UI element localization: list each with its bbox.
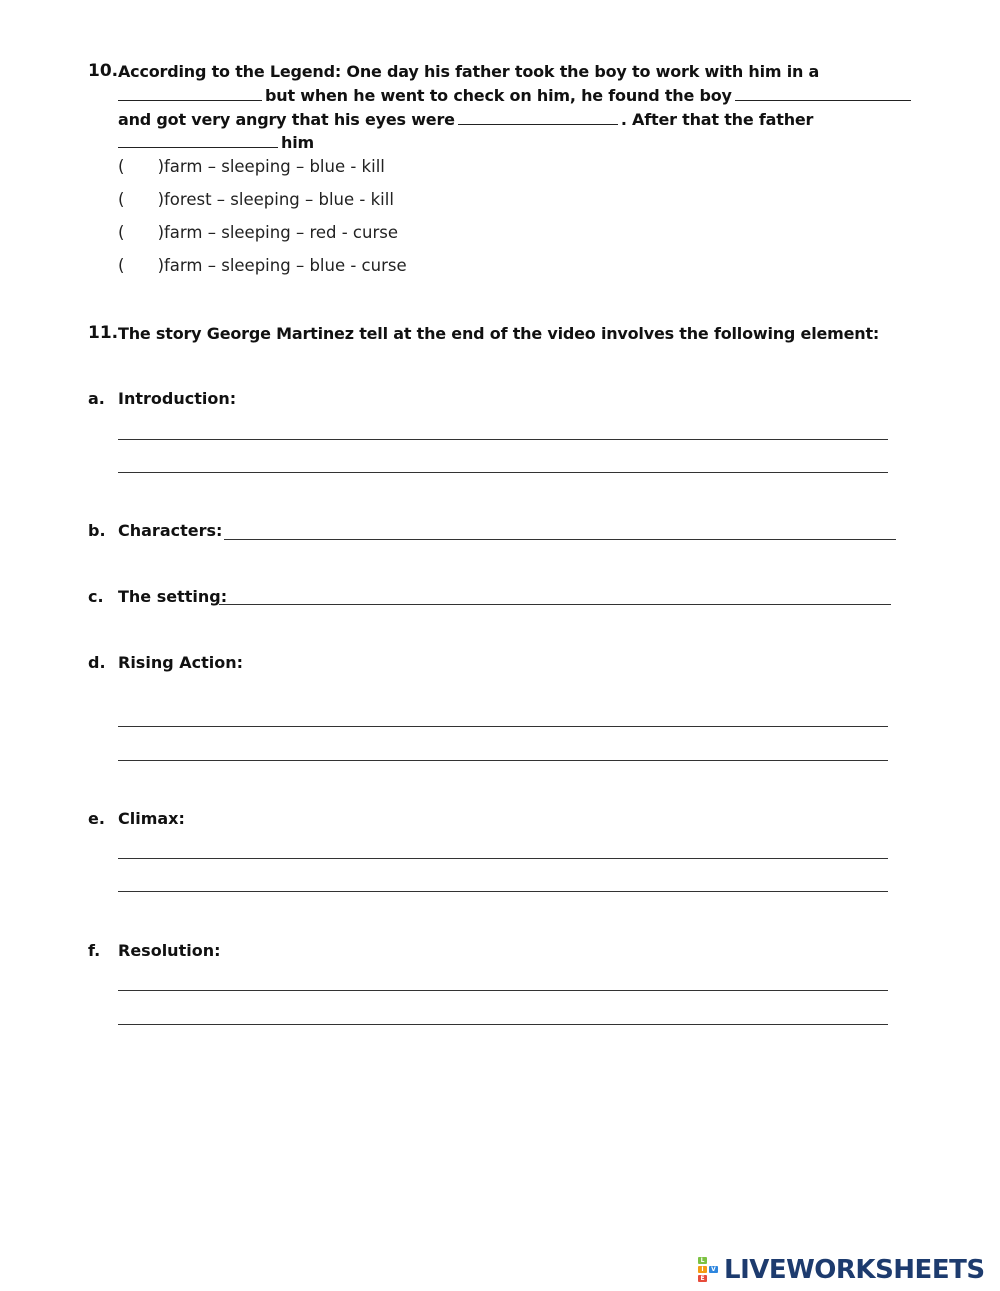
blank-state[interactable] bbox=[735, 86, 911, 101]
option-1[interactable] bbox=[118, 157, 385, 176]
resolution-answer-line-2[interactable] bbox=[118, 1024, 888, 1025]
element-e-label: Climax: bbox=[118, 809, 185, 828]
blank-place[interactable] bbox=[118, 86, 262, 101]
rising-action-answer-line-2[interactable] bbox=[118, 760, 888, 761]
question-10-line-4 bbox=[118, 133, 314, 152]
element-b-label: Characters: bbox=[118, 521, 223, 540]
option-2-checkbox[interactable]: ( ) bbox=[118, 190, 179, 209]
question-10-number: 10. bbox=[88, 61, 119, 81]
logo-block-v: V bbox=[709, 1266, 718, 1273]
characters-answer-line[interactable] bbox=[224, 539, 896, 540]
question-10-line-3-end: . After that the father bbox=[620, 110, 814, 129]
logo-block-l: L bbox=[698, 1257, 707, 1264]
element-c-label: The setting: bbox=[118, 587, 228, 606]
introduction-answer-line-2[interactable] bbox=[118, 472, 888, 473]
introduction-answer-line-1[interactable] bbox=[118, 439, 888, 440]
question-10-line-3-text: and got very angry that his eyes were bbox=[118, 110, 455, 129]
rising-action-answer-line-1[interactable] bbox=[118, 726, 888, 727]
blank-eye-color[interactable] bbox=[458, 110, 618, 125]
liveworksheets-logo bbox=[698, 1254, 994, 1286]
question-10-line-1: According to the Legend: One day his father took the boy to work with him in a bbox=[118, 62, 820, 81]
question-11-text: The story George Martinez tell at the end of the video involves the following element: bbox=[118, 324, 880, 343]
option-4[interactable] bbox=[118, 256, 407, 275]
element-c-letter: c. bbox=[88, 587, 104, 606]
element-f-label: Resolution: bbox=[118, 941, 221, 960]
question-11-number: 11. bbox=[88, 323, 119, 343]
element-d-letter: d. bbox=[88, 653, 106, 672]
climax-answer-line-2[interactable] bbox=[118, 891, 888, 892]
element-f-letter: f. bbox=[88, 941, 101, 960]
option-2-label: forest – sleeping – blue - kill bbox=[164, 190, 394, 209]
option-1-label: farm – sleeping – blue - kill bbox=[164, 157, 385, 176]
setting-answer-line[interactable] bbox=[219, 604, 891, 605]
option-4-checkbox[interactable]: ( ) bbox=[118, 256, 179, 275]
question-10-line-4-end: him bbox=[281, 133, 314, 152]
option-3-label: farm – sleeping – red - curse bbox=[164, 223, 398, 242]
element-e-letter: e. bbox=[88, 809, 105, 828]
element-a-label: Introduction: bbox=[118, 389, 237, 408]
blank-action[interactable] bbox=[118, 133, 278, 148]
logo-blocks-icon bbox=[698, 1257, 720, 1283]
question-10-line-3 bbox=[118, 110, 813, 129]
logo-block-e: E bbox=[698, 1275, 707, 1282]
element-d-label: Rising Action: bbox=[118, 653, 244, 672]
element-b-letter: b. bbox=[88, 521, 106, 540]
option-1-checkbox[interactable]: ( ) bbox=[118, 157, 179, 176]
logo-text: LIVEWORKSHEETS bbox=[724, 1255, 985, 1285]
element-a-letter: a. bbox=[88, 389, 105, 408]
resolution-answer-line-1[interactable] bbox=[118, 990, 888, 991]
logo-block-i: I bbox=[698, 1266, 707, 1273]
option-2[interactable] bbox=[118, 190, 394, 209]
option-3[interactable] bbox=[118, 223, 398, 242]
climax-answer-line-1[interactable] bbox=[118, 858, 888, 859]
question-10-line-2 bbox=[118, 86, 914, 105]
question-10-line-2-text: but when he went to check on him, he found the boy bbox=[265, 86, 732, 105]
option-4-label: farm – sleeping – blue - curse bbox=[164, 256, 407, 275]
option-3-checkbox[interactable]: ( ) bbox=[118, 223, 179, 242]
